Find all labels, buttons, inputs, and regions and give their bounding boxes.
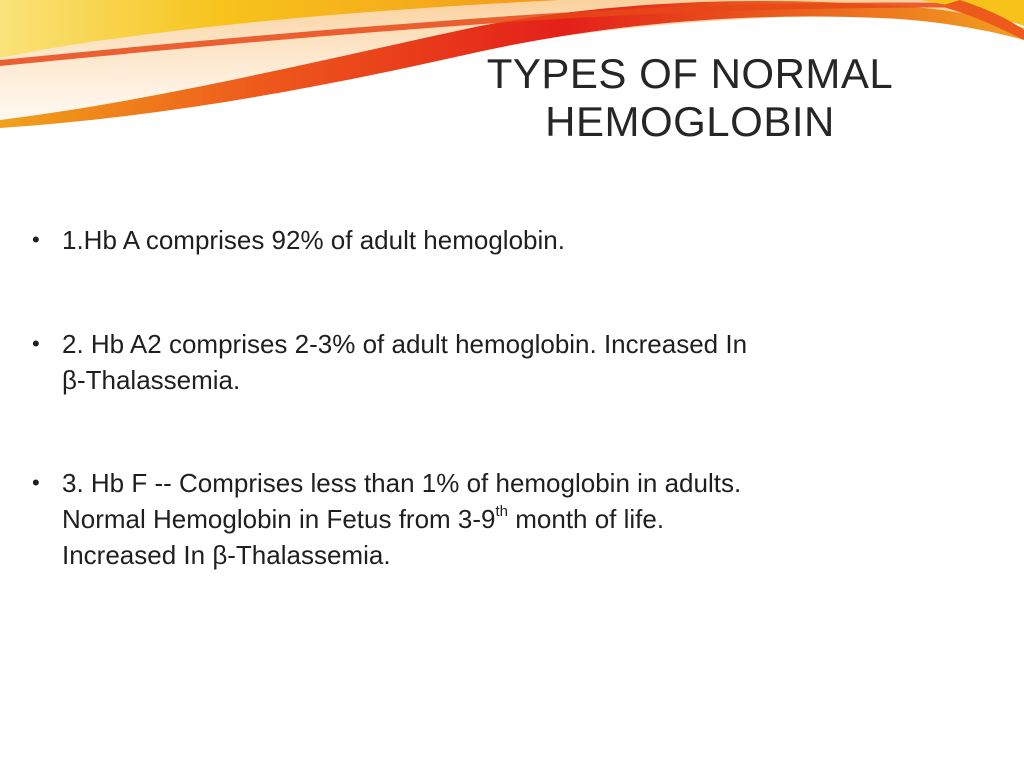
- bullet-2-line-1: • 2. Hb A2 comprises 2-3% of adult hemoglobin. Increased In: [62, 329, 748, 359]
- title-line-1: TYPES OF NORMAL: [486, 50, 894, 97]
- bullet-2-line-2: β-Thalassemia.: [62, 365, 241, 395]
- page-title: [450, 50, 930, 146]
- bullet-hb-a2: [32, 326, 912, 398]
- bullet-3-line-2-tail: month of life.: [508, 504, 665, 534]
- bullet-1-line-1: • 1.Hb A comprises 92% of adult hemoglobin.: [62, 225, 565, 255]
- bullet-hb-f: [32, 465, 912, 573]
- bullet-3-line-3: Increased In β-Thalassemia.: [62, 540, 391, 570]
- bullet-3-line-2-text: Normal Hemoglobin in Fetus from 3-9: [62, 504, 496, 534]
- title-line-2: HEMOGLOBIN: [545, 98, 835, 145]
- bullet-list: [32, 222, 912, 573]
- ordinal-superscript: th: [495, 503, 509, 521]
- bullet-hb-a: [32, 222, 912, 258]
- bullet-3-line-2: [62, 501, 912, 537]
- bullet-3-line-1: • 3. Hb F -- Comprises less than 1% of hemoglobin in adults.: [62, 468, 742, 498]
